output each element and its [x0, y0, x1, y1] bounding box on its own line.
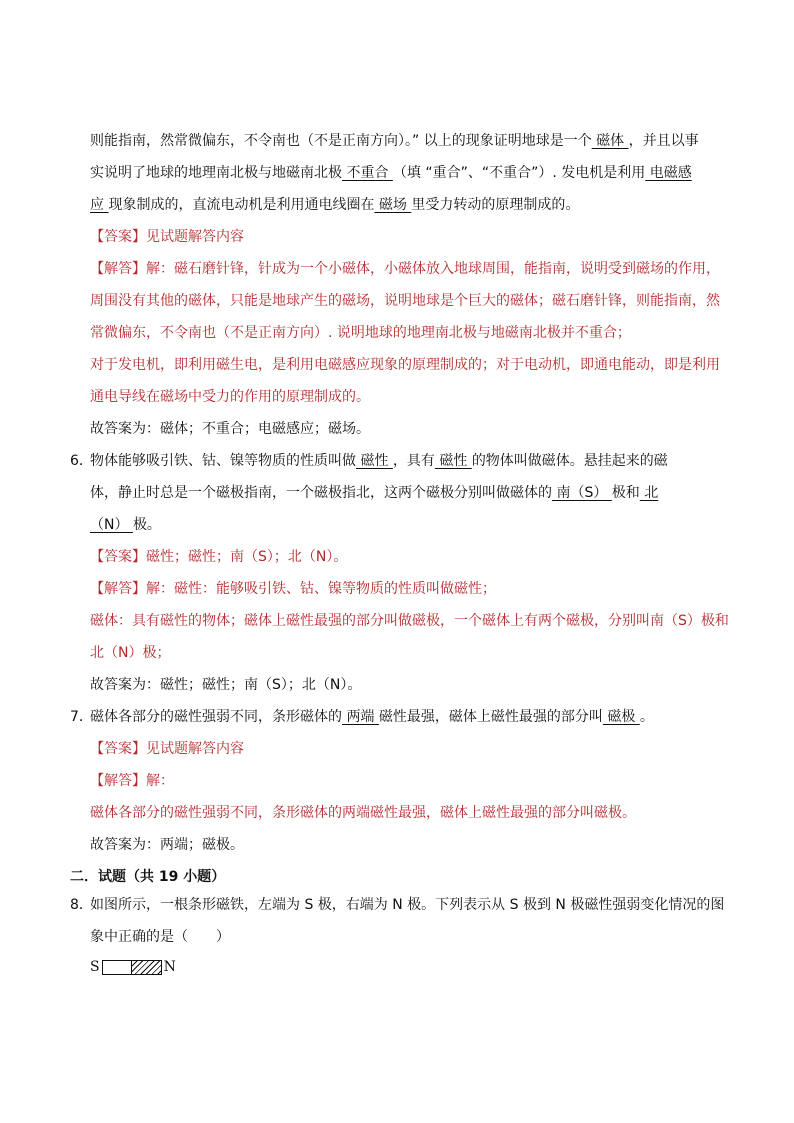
- analysis-label: 【解答】: [90, 581, 146, 597]
- q5-analysis-line-3: 常微偏东，不令南也（不是正南方向）. 说明地球的地理南北极与地磁南北极并不重合；: [90, 325, 631, 341]
- q7-conclusion: 故答案为：两端；磁极。: [90, 837, 244, 853]
- magnet-n-label: N: [163, 959, 176, 975]
- analysis-text: 解：磁石磨针锋，针成为一个小磁体，小磁体放入地球周围，能指南，说明受到磁场的作用，: [146, 261, 720, 277]
- answer-label: 【答案】: [90, 741, 146, 757]
- q5-line-2: [90, 164, 730, 182]
- q5-blank-3b: 应: [90, 197, 109, 213]
- answer-label: 【答案】: [90, 229, 146, 245]
- q6-blank-3: 南（S）: [552, 485, 612, 501]
- q6-line-2: [90, 484, 730, 502]
- q5-answer: [90, 228, 730, 246]
- q8-line-1: 如图所示，一根条形磁铁，左端为 S 极，右端为 N 极。下列表示从 S 极到 N 极磁性强弱变化情况的图: [90, 897, 725, 913]
- q6-text: 的物体叫做磁体。悬挂起来的磁: [471, 453, 668, 469]
- q6-text: 极。: [132, 517, 161, 533]
- section-heading: 二．试题（共 19 小题）: [70, 869, 226, 885]
- q5-text: 现象制成的，直流电动机是利用通电线圈在: [108, 197, 375, 213]
- q5-blank-4: 磁场: [374, 197, 412, 213]
- q6-analysis-line-3: 北（N）极；: [90, 645, 171, 661]
- q5-blank-1: 磁体: [591, 133, 629, 149]
- answer-text: 磁性；磁性；南（S）；北（N）。: [146, 549, 348, 565]
- q5-blank-2: 不重合: [342, 165, 393, 181]
- q6-text: 物体能够吸引铁、钴、镍等物质的性质叫做: [90, 453, 356, 469]
- q5-text: 里受力转动的原理制成的。: [411, 197, 580, 213]
- q7-text: 磁性最强，磁体上磁性最强的部分叫: [378, 709, 603, 725]
- q7-blank-1: 两端: [342, 709, 379, 725]
- q7-analysis-line-1: [90, 772, 730, 790]
- q5-conclusion: 故答案为：磁体；不重合；电磁感应；磁场。: [90, 421, 370, 437]
- magnet-n-half-hatched: [132, 961, 161, 974]
- answer-text: 见试题解答内容: [146, 229, 244, 245]
- q7-number: 7．: [70, 709, 93, 725]
- q5-analysis-line-5: 通电导线在磁场中受力的作用的原理制成的。: [90, 389, 370, 405]
- q7-line-1: [90, 708, 730, 726]
- q6-answer: [90, 548, 730, 566]
- q7-answer: [90, 740, 730, 758]
- q5-text: 则能指南，然常微偏东，不令南也（不是正南方向）。” 以上的现象证明地球是一个: [90, 133, 592, 149]
- q5-line-1: [90, 132, 730, 150]
- q6-blank-4a: 北: [639, 485, 659, 501]
- analysis-label: 【解答】: [90, 773, 146, 789]
- q5-text: 实说明了地球的地理南北极与地磁南北极: [90, 165, 342, 181]
- q5-text: ，并且以事: [628, 133, 699, 149]
- analysis-label: 【解答】: [90, 261, 146, 277]
- q6-blank-2: 磁性: [434, 453, 472, 469]
- bar-magnet-figure: [90, 958, 176, 976]
- q6-number: 6．: [70, 453, 93, 469]
- q6-text: 体，静止时总是一个磁极指南，一个磁极指北，这两个磁极分别叫做磁体的: [90, 485, 552, 501]
- q6-line-3: [90, 516, 730, 534]
- magnet-s-label: S: [90, 959, 100, 975]
- q5-line-3: [90, 196, 730, 214]
- q6-analysis-line-2: 磁体：具有磁性的物体；磁体上磁性最强的部分叫做磁极，一个磁体上有两个磁极，分别叫南（S）极和: [90, 613, 729, 629]
- q6-blank-4b: （N）: [90, 517, 133, 533]
- q7-blank-2: 磁极: [602, 709, 640, 725]
- q6-text: 极和: [611, 485, 640, 501]
- q6-conclusion: 故答案为：磁性；磁性；南（S）；北（N）。: [90, 677, 362, 693]
- answer-text: 见试题解答内容: [146, 741, 244, 757]
- q6-blank-1: 磁性: [356, 453, 393, 469]
- q6-text: ，具有: [392, 453, 435, 469]
- answer-label: 【答案】: [90, 549, 146, 565]
- q5-text: （填 “重合”、“不重合”）. 发电机是利用: [392, 165, 646, 181]
- q5-analysis-line-2: 周围没有其他的磁体，只能是地球产生的磁场，说明地球是个巨大的磁体；磁石磨针锋，则能指南，然: [90, 293, 720, 309]
- analysis-text: 解：磁性：能够吸引铁、钴、镍等物质的性质叫做磁性；: [146, 581, 496, 597]
- magnet-s-half: [103, 961, 133, 974]
- q5-blank-3a: 电磁感: [645, 165, 692, 181]
- q6-analysis-line-1: [90, 580, 730, 598]
- q7-analysis-line-2: 磁体各部分的磁性强弱不同，条形磁体的两端磁性最强，磁体上磁性最强的部分叫磁极。: [90, 805, 636, 821]
- q6-line-1: [90, 452, 730, 470]
- analysis-text: 解：: [146, 773, 174, 789]
- q7-text: 。: [639, 709, 654, 725]
- q8-line-2: 象中正确的是（ ）: [90, 929, 230, 945]
- q8-number: 8．: [70, 897, 93, 913]
- q5-analysis-line-4: 对于发电机，即利用磁生电，是利用电磁感应现象的原理制成的；对于电动机，即通电能动，即是利用: [90, 357, 720, 373]
- q5-analysis-line-1: [90, 260, 730, 278]
- bar-magnet: [102, 960, 162, 975]
- q7-text: 磁体各部分的磁性强弱不同，条形磁体的: [90, 709, 342, 725]
